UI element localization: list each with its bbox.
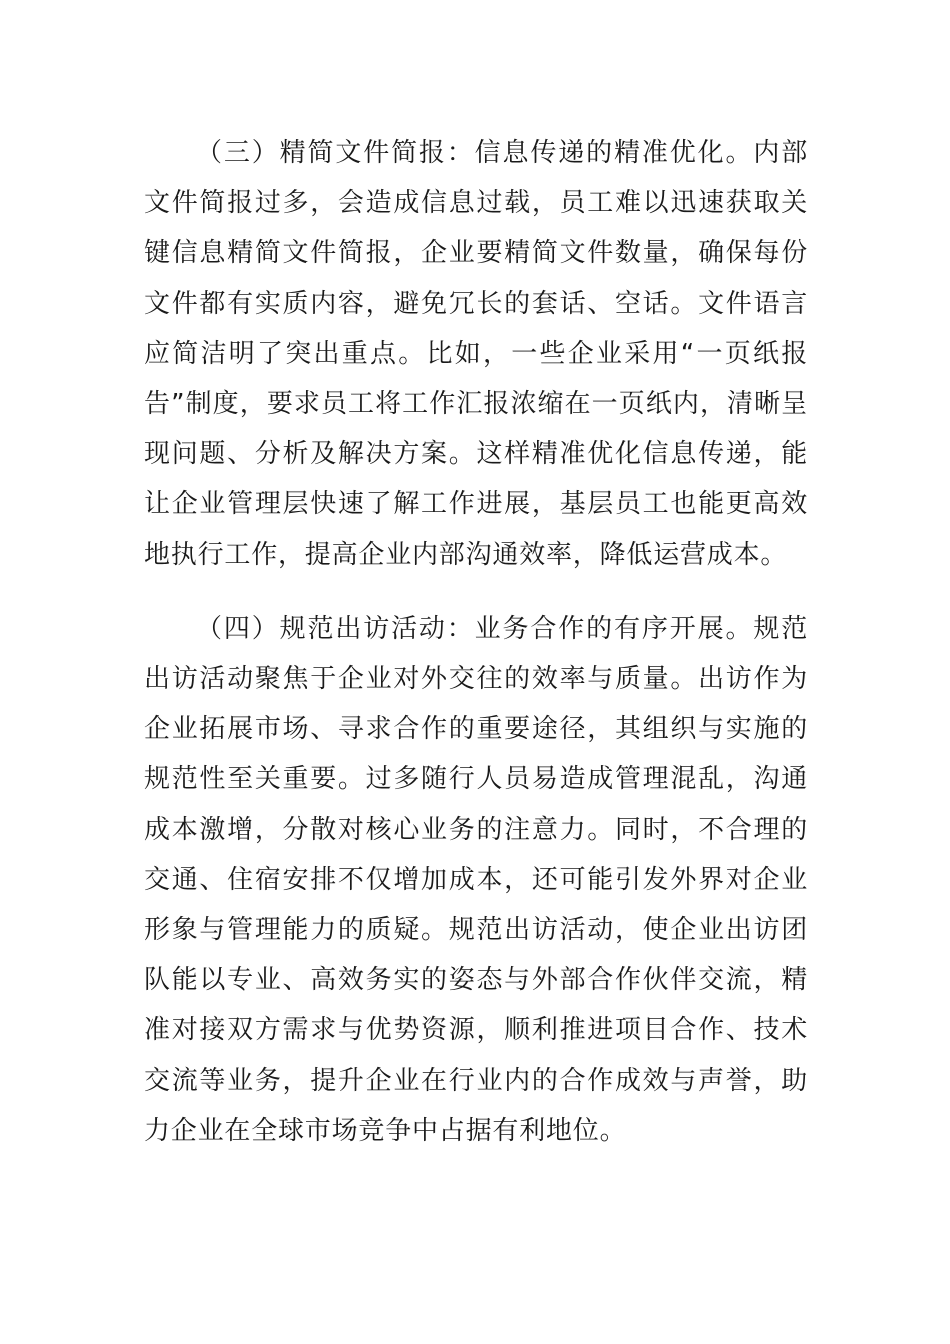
document-body [144, 128, 808, 1156]
paragraph-section-3: （三）精简文件简报：信息传递的精准优化。内部文件简报过多，会造成信息过载，员工难以迅速获取关键信息精简文件简报，企业要精简文件数量，确保每份文件都有实质内容，避免冗长的套话、空话。文件语言应简洁明了突出重点。比如，一些企业采用“一页纸报告”制度，要求员工将工作汇报浓缩在一页纸内，清晰呈现问题、分析及解决方案。这样精准优化信息传递，能让企业管理层快速了解工作进展，基层员工也能更高效地执行工作，提高企业内部沟通效率，降低运营成本。 [144, 138, 808, 570]
paragraph-section-4: （四）规范出访活动：业务合作的有序开展。规范出访活动聚焦于企业对外交往的效率与质量。出访作为企业拓展市场、寻求合作的重要途径，其组织与实施的规范性至关重要。过多随行人员易造成管理混乱，沟通成本激增，分散对核心业务的注意力。同时，不合理的交通、住宿安排不仅增加成本，还可能引发外界对企业形象与管理能力的质疑。规范出访活动，使企业出访团队能以专业、高效务实的姿态与外部合作伙伴交流，精准对接双方需求与优势资源，顺利推进项目合作、技术交流等业务，提升企业在行业内的合作成效与声誉，助力企业在全球市场竞争中占据有利地位。 [144, 613, 808, 1146]
